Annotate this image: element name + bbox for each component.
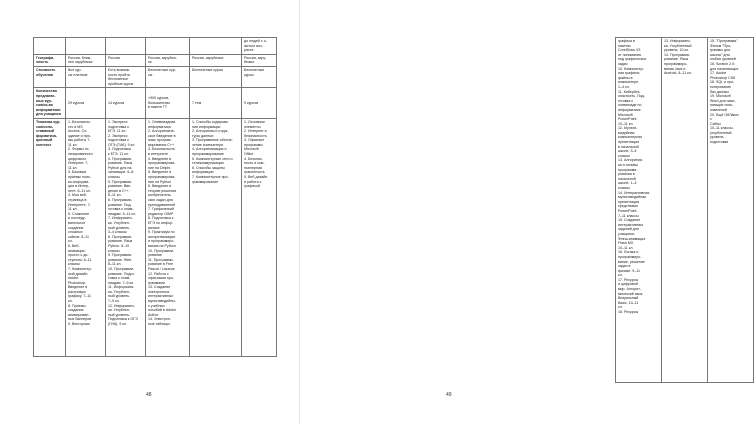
table-cell xyxy=(66,38,106,55)
table-cell: Россия xyxy=(106,54,146,66)
page-number-left: 48 xyxy=(146,392,152,398)
table-cell: до людей с о- житого воз- раста xyxy=(242,38,277,55)
table-cell: 1. Способы кодирова- ния информации 2. Алгоритмы и струк- туры данных 3. Программное обеспе- чение компьютера 4. Алгоритмизация и программирование 5. Компьютерные сети и телекоммуникации 6. Способы защиты информации 7. Компьютерное про- граммирование xyxy=(190,118,242,356)
table-cell: 1. Основные элементы 2. Интернет и безопасность 3. Офисные программы Microsoft Office 4. Безопас- ность и ком- пьютерная грамотность 5. Веб-дизайн и работа с графикой xyxy=(242,118,277,356)
table-cell: 13. Информати- ка. Углубленный уровень. 10 кл. 14. Программи- рование. Язык программиро- вания Java и Android. 8–11 кл. xyxy=(662,38,708,383)
table-row-count xyxy=(34,88,277,119)
table-row-topics-continued xyxy=(616,38,754,383)
comparison-table-left xyxy=(33,37,277,357)
table-row-topics xyxy=(34,118,277,356)
row-label-topics: Тематика кур- сов/сопо- ставимый форматиза- ционный контекст xyxy=(34,118,66,356)
table-cell: 7 тем xyxy=(190,88,242,119)
table-cell: 9 курсов xyxy=(242,88,277,119)
table-cell: Все кур- сы платные xyxy=(66,66,106,87)
table-cell: Россия, зарубежье xyxy=(190,54,242,66)
table-cell: 14 курсов xyxy=(106,88,146,119)
row-label-cost: Стоимость обучения xyxy=(34,66,66,87)
table-cell: 1. Экспресс подготовка к ЕГЭ. 11 кл. 2. Экспресс подготовка к ОГЭ (ГИА). 9 кл. 3. Подготовка к ЕГЭ. 11 кл. 4. Программи- рование. Язык Python для на- чинающих. 6–8 классы 5. Программи- рование. Вве- дение в C++. 8–11 кл. 6. Программи- рование. Под- готовка к олим- пиадам. 9–11 кл. 7. Информати- ка. Углублен- ный уровень. 3–4 классы 8. Программи- рование. Язык Python. 8–10 классы 9. Программи- рование. Web. 8–11 кл. 10. Программи- рование. Подго- товка к олим- пиадам. 7–9 кл. 11. Информати- ка. Углублен- ный уровень. 7–9 кл. 12. Информати- ка. Углублен- ный уровень. Подготовка к ОГЭ (ГИА). 9 кл. xyxy=(106,118,146,356)
left-page xyxy=(0,0,300,424)
row-label-geography: Географи- чность xyxy=(34,54,66,66)
table-cell: Бесплатные кур- сы xyxy=(146,66,190,87)
table-cell: Бесплатные курсы xyxy=(242,66,277,87)
table-cell: Россия, ближ- нее зарубежье xyxy=(66,54,106,66)
table-cell xyxy=(146,38,190,55)
table-cell: Россия, зару- бежье xyxy=(242,54,277,66)
table-cell: 15. "Программа" Фильм "Про- граммы для школы" для любых уровней 16. Scratch 2.0: для начинающих 17. Adobe Photoshop CS6 18. SQL и про- ектирование баз данных 19. Microsoft Word для начи- нающих поль- зователей 20. Ещё ОбЛакох с Сайты 10–11 классы, углубленный уровень подготовки xyxy=(708,38,754,383)
table-cell: Есть возмож- ность пройти бесплатные пробные курсы xyxy=(106,66,146,87)
table-cell: графика в пакетах CorelDraw X3 от понимания под графических задач 10. Компьютер- ная графика: файлы в компьютере. 1–4 кл. 11. Кибербез- опасность. Под- готовка к олимпиаде по информатике. Microsoft PowerPoint. 10–11 кл. 12. Мульти- медийная компьютерная презентация в начальной школе. 3–4 классы 13. Алгоритми- ка и основы программи- рования в начальной школе. 1–4 классы 14. Интерактивная мультимедийная презентация средствами PowerPoint. 7–11 классы 15. Создание интерактивных заданий для учащихся. Флеш-анимация Flash MX. 10–11 кл. 16. Логика и программиро- вание, решение задач в физике. 9–11 кл. 17. Ресурсы и цифровой мир. Алгорит- мический язык Визуальный Basic. 10–11 кл. 18. Ресурсы xyxy=(616,38,662,383)
table-cell: 29 курсов xyxy=(66,88,106,119)
row-label-count: Количество предлагае- мых кур- сов/из-во информатики для учащихся xyxy=(34,88,66,119)
page-number-right: 49 xyxy=(446,392,452,398)
table-row-top xyxy=(34,38,277,55)
table-row-geography xyxy=(34,54,277,66)
right-page xyxy=(300,0,739,424)
table-cell: 1. Олимпиадная информатика 2. Алгоритмиче- ское Введение в язык програм- мирования С++ 3. Безопасность в интернете 4. Введение в программирова- ние на Delphi 5. Введение в программирова- ние на Python 6. Введение в теорию решения изобретатель- ских задач для преподавателей 7. Графический редактор GIMP 8. Подготовка к ЕГЭ по инфор- матике 9. Практикум по алгоритмизации и программиро- ванию на Python 10. Программи- рование 11. Программи- рование в Free Pascal / Lazarus 12. Работа с офисными про- граммами 13. Создание электронных интерактивных мультимедийны- х учебных пособий в Adobe Author 14. Электрон- ные таблицы xyxy=(146,118,190,356)
table-row-cost xyxy=(34,66,277,87)
table-cell: 1. Безопасно- сть в MS Access. Со- здание и при- мы работы 7- 11 кл. 2. Формы ти- пизированного цифрового Интернет. 7- 11 кл. 3. Базовые приемы поис- ка информа- ции в Интер- нете. 6–11 кл. 4. Моя веб- страница в Интернете. 7- 11 кл. 5. Сложение и последу- вательное создание сложных сайтов. 8–11 кл. 6. Веб- анимация: просто о до- ступном. 6–11 классы 7. Компьютер- ный дизайн. Adobe Photoshop. Введение в растровую графику. 7–11 кл. 8. Приемы создания анимирован- ных баннеров 9. Векторная xyxy=(66,118,106,356)
table-cell xyxy=(34,38,66,55)
table-cell xyxy=(106,38,146,55)
table-cell xyxy=(190,38,242,55)
table-cell: Россия, зарубеж- ье xyxy=(146,54,190,66)
table-cell: Бесплатные курсы xyxy=(190,66,242,87)
comparison-table-right xyxy=(615,37,754,383)
table-cell: >900 курсов, большинство в пакете ГТ xyxy=(146,88,190,119)
